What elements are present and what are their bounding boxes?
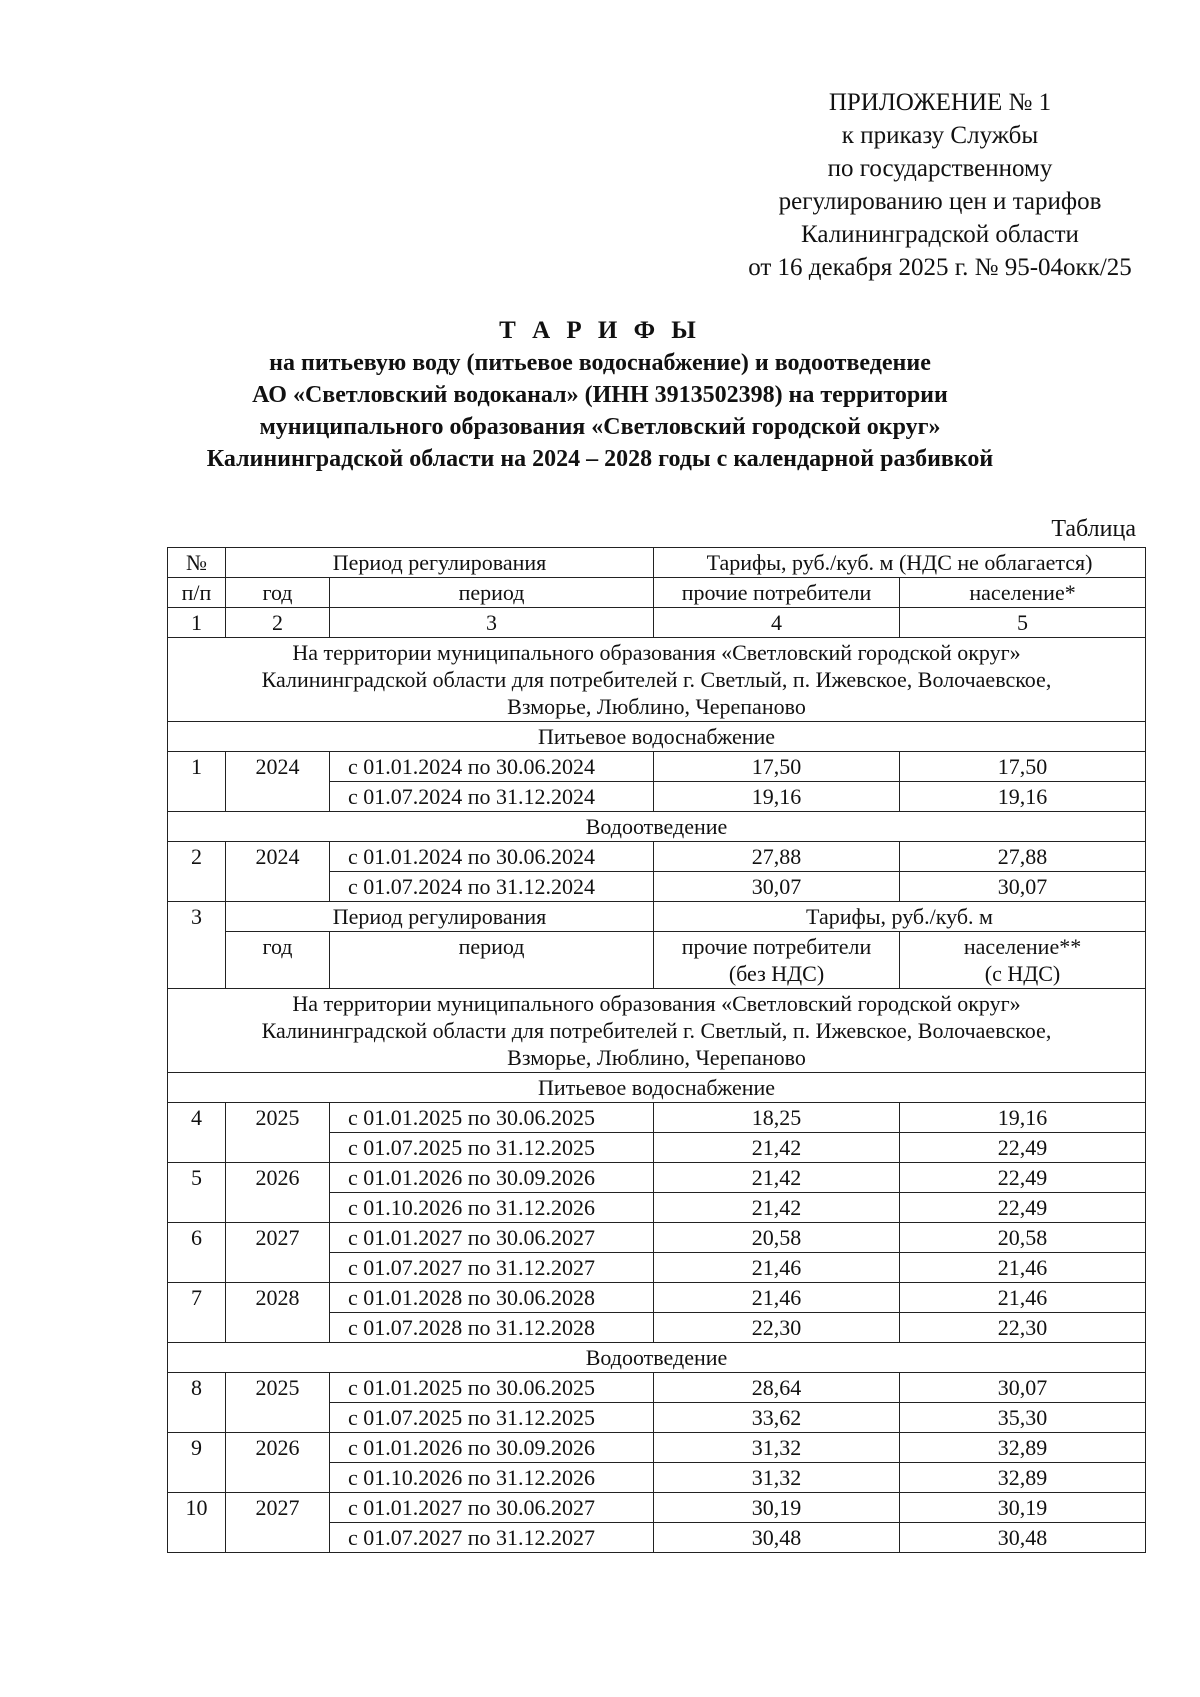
title-line: на питьевую воду (питьевое водоснабжение) и водоотведение (269, 350, 931, 376)
row-period: с 01.01.2025 по 30.06.2025 (330, 1373, 654, 1403)
row-population: 30,19 (900, 1493, 1146, 1523)
table-row (168, 1223, 1146, 1253)
column-number: 3 (330, 608, 654, 638)
row-period: с 01.01.2026 по 30.09.2026 (330, 1163, 654, 1193)
row-period: с 01.07.2024 по 31.12.2024 (330, 782, 654, 812)
section-water: Питьевое водоснабжение (168, 1073, 1146, 1103)
row-population: 32,89 (900, 1433, 1146, 1463)
header-tariffs: Тарифы, руб./куб. м (654, 902, 1146, 932)
row-num: 10 (168, 1493, 226, 1553)
header-tariffs: Тарифы, руб./куб. м (НДС не облагается) (654, 548, 1146, 578)
row-population: 22,30 (900, 1313, 1146, 1343)
appendix-line: ПРИЛОЖЕНИЕ № 1 (828, 89, 1052, 116)
row-other: 21,46 (654, 1283, 900, 1313)
territory-cell (168, 989, 1146, 1073)
row-other: 30,48 (654, 1523, 900, 1553)
territory-line: Калининградской области для потребителей г. Светлый, п. Ижевское, Волочаевское, (261, 667, 1052, 692)
header-other-line: прочие потребители (681, 934, 872, 959)
table-row (168, 1103, 1146, 1133)
section-sewer: Водоотведение (168, 812, 1146, 842)
column-number: 4 (654, 608, 900, 638)
table-row (168, 1163, 1146, 1193)
header-row (168, 548, 1146, 578)
header-num: п/п (168, 578, 226, 608)
row-other: 28,64 (654, 1373, 900, 1403)
table-row (168, 842, 1146, 872)
row-num: 8 (168, 1373, 226, 1433)
row-other: 17,50 (654, 752, 900, 782)
title-line: Калининградской области на 2024 – 2028 годы с календарной разбивкой (206, 446, 994, 472)
header-year: год (226, 578, 330, 608)
row-population: 21,46 (900, 1253, 1146, 1283)
row-population: 21,46 (900, 1283, 1146, 1313)
row-num: 7 (168, 1283, 226, 1343)
row-year: 2026 (226, 1433, 330, 1493)
row-population: 27,88 (900, 842, 1146, 872)
header-year: год (226, 932, 330, 989)
column-number: 1 (168, 608, 226, 638)
appendix-line: по государственному (827, 155, 1053, 182)
row-population: 22,49 (900, 1163, 1146, 1193)
territory-line: На территории муниципального образования «Светловский городской округ» (292, 991, 1021, 1016)
territory-cell (168, 638, 1146, 722)
row-period: с 01.01.2024 по 30.06.2024 (330, 752, 654, 782)
row-num: 3 (168, 902, 226, 989)
title-line: АО «Светловский водоканал» (ИНН 3913502398) на территории (252, 382, 948, 408)
appendix-line: регулированию цен и тарифов (778, 188, 1102, 215)
row-other: 30,19 (654, 1493, 900, 1523)
row-year: 2025 (226, 1373, 330, 1433)
row-population: 30,07 (900, 1373, 1146, 1403)
header-other-note: (без НДС) (728, 961, 825, 986)
row-num: 4 (168, 1103, 226, 1163)
territory-line: Взморье, Люблино, Черепаново (507, 1045, 806, 1070)
row-period: с 01.01.2027 по 30.06.2027 (330, 1493, 654, 1523)
header-population-note: (с НДС) (984, 961, 1061, 986)
row-population: 22,49 (900, 1193, 1146, 1223)
row-num: 5 (168, 1163, 226, 1223)
row-population: 35,30 (900, 1403, 1146, 1433)
row-other: 21,46 (654, 1253, 900, 1283)
row-period: с 01.01.2024 по 30.06.2024 (330, 842, 654, 872)
row-population: 17,50 (900, 752, 1146, 782)
table-label: Таблица (1051, 516, 1136, 542)
row-period: с 01.10.2026 по 31.12.2026 (330, 1193, 654, 1223)
table-row (168, 1373, 1146, 1403)
row-other: 27,88 (654, 842, 900, 872)
header-row (168, 932, 1146, 989)
section-row (168, 1343, 1146, 1373)
section-row (168, 1073, 1146, 1103)
header-population-line: население** (963, 934, 1082, 959)
row-period: с 01.07.2028 по 31.12.2028 (330, 1313, 654, 1343)
header-num: № (168, 548, 226, 578)
table-row (168, 1433, 1146, 1463)
row-period: с 01.10.2026 по 31.12.2026 (330, 1463, 654, 1493)
appendix-block (690, 86, 1190, 284)
header-population: население* (900, 578, 1146, 608)
row-period: с 01.07.2024 по 31.12.2024 (330, 872, 654, 902)
territory-row (168, 989, 1146, 1073)
row-period: с 01.01.2026 по 30.09.2026 (330, 1433, 654, 1463)
territory-line: Взморье, Люблино, Черепаново (507, 694, 806, 719)
row-period: с 01.07.2027 по 31.12.2027 (330, 1253, 654, 1283)
section-row (168, 812, 1146, 842)
tariffs-table (167, 547, 1146, 1553)
row-num: 1 (168, 752, 226, 812)
row-year: 2027 (226, 1493, 330, 1553)
column-number: 2 (226, 608, 330, 638)
header-other: прочие потребители (654, 578, 900, 608)
title-heading: Т А Р И Ф Ы (499, 317, 701, 344)
header-period-reg: Период регулирования (226, 548, 654, 578)
header-row (168, 578, 1146, 608)
row-year: 2026 (226, 1163, 330, 1223)
row-population: 30,48 (900, 1523, 1146, 1553)
row-period: с 01.01.2028 по 30.06.2028 (330, 1283, 654, 1313)
row-year: 2028 (226, 1283, 330, 1343)
row-period: с 01.01.2027 по 30.06.2027 (330, 1223, 654, 1253)
table-row (168, 1493, 1146, 1523)
column-numbers-row (168, 608, 1146, 638)
document-title (150, 315, 1050, 475)
header-population (900, 932, 1146, 989)
row-num: 6 (168, 1223, 226, 1283)
section-water: Питьевое водоснабжение (168, 722, 1146, 752)
row-other: 31,32 (654, 1463, 900, 1493)
appendix-line: Калининградской области (801, 221, 1079, 248)
territory-line: Калининградской области для потребителей г. Светлый, п. Ижевское, Волочаевское, (261, 1018, 1052, 1043)
row-other: 20,58 (654, 1223, 900, 1253)
header-other (654, 932, 900, 989)
row-population: 20,58 (900, 1223, 1146, 1253)
row-population: 22,49 (900, 1133, 1146, 1163)
row-other: 30,07 (654, 872, 900, 902)
appendix-line: к приказу Службы (841, 122, 1039, 149)
header-period-reg: Период регулирования (226, 902, 654, 932)
row-period: с 01.07.2025 по 31.12.2025 (330, 1403, 654, 1433)
row-other: 19,16 (654, 782, 900, 812)
row-year: 2027 (226, 1223, 330, 1283)
row-other: 21,42 (654, 1193, 900, 1223)
header-period: период (330, 932, 654, 989)
row-population: 19,16 (900, 1103, 1146, 1133)
row-other: 21,42 (654, 1163, 900, 1193)
table-row (168, 752, 1146, 782)
territory-row (168, 638, 1146, 722)
row-year: 2025 (226, 1103, 330, 1163)
row-period: с 01.01.2025 по 30.06.2025 (330, 1103, 654, 1133)
row-num: 9 (168, 1433, 226, 1493)
section-row (168, 722, 1146, 752)
row-year: 2024 (226, 752, 330, 812)
row-period: с 01.07.2025 по 31.12.2025 (330, 1133, 654, 1163)
row-population: 19,16 (900, 782, 1146, 812)
column-number: 5 (900, 608, 1146, 638)
section-sewer: Водоотведение (168, 1343, 1146, 1373)
row-other: 21,42 (654, 1133, 900, 1163)
row-other: 31,32 (654, 1433, 900, 1463)
row-other: 18,25 (654, 1103, 900, 1133)
row-population: 32,89 (900, 1463, 1146, 1493)
appendix-line: от 16 декабря 2025 г. № 95-04окк/25 (748, 254, 1132, 281)
table-row (168, 1283, 1146, 1313)
header-period: период (330, 578, 654, 608)
row-num: 2 (168, 842, 226, 902)
territory-line: На территории муниципального образования «Светловский городской округ» (292, 640, 1021, 665)
row-year: 2024 (226, 842, 330, 902)
header-row (168, 902, 1146, 932)
row-other: 22,30 (654, 1313, 900, 1343)
row-period: с 01.07.2027 по 31.12.2027 (330, 1523, 654, 1553)
title-line: муниципального образования «Светловский городской округ» (259, 414, 941, 440)
row-population: 30,07 (900, 872, 1146, 902)
row-other: 33,62 (654, 1403, 900, 1433)
